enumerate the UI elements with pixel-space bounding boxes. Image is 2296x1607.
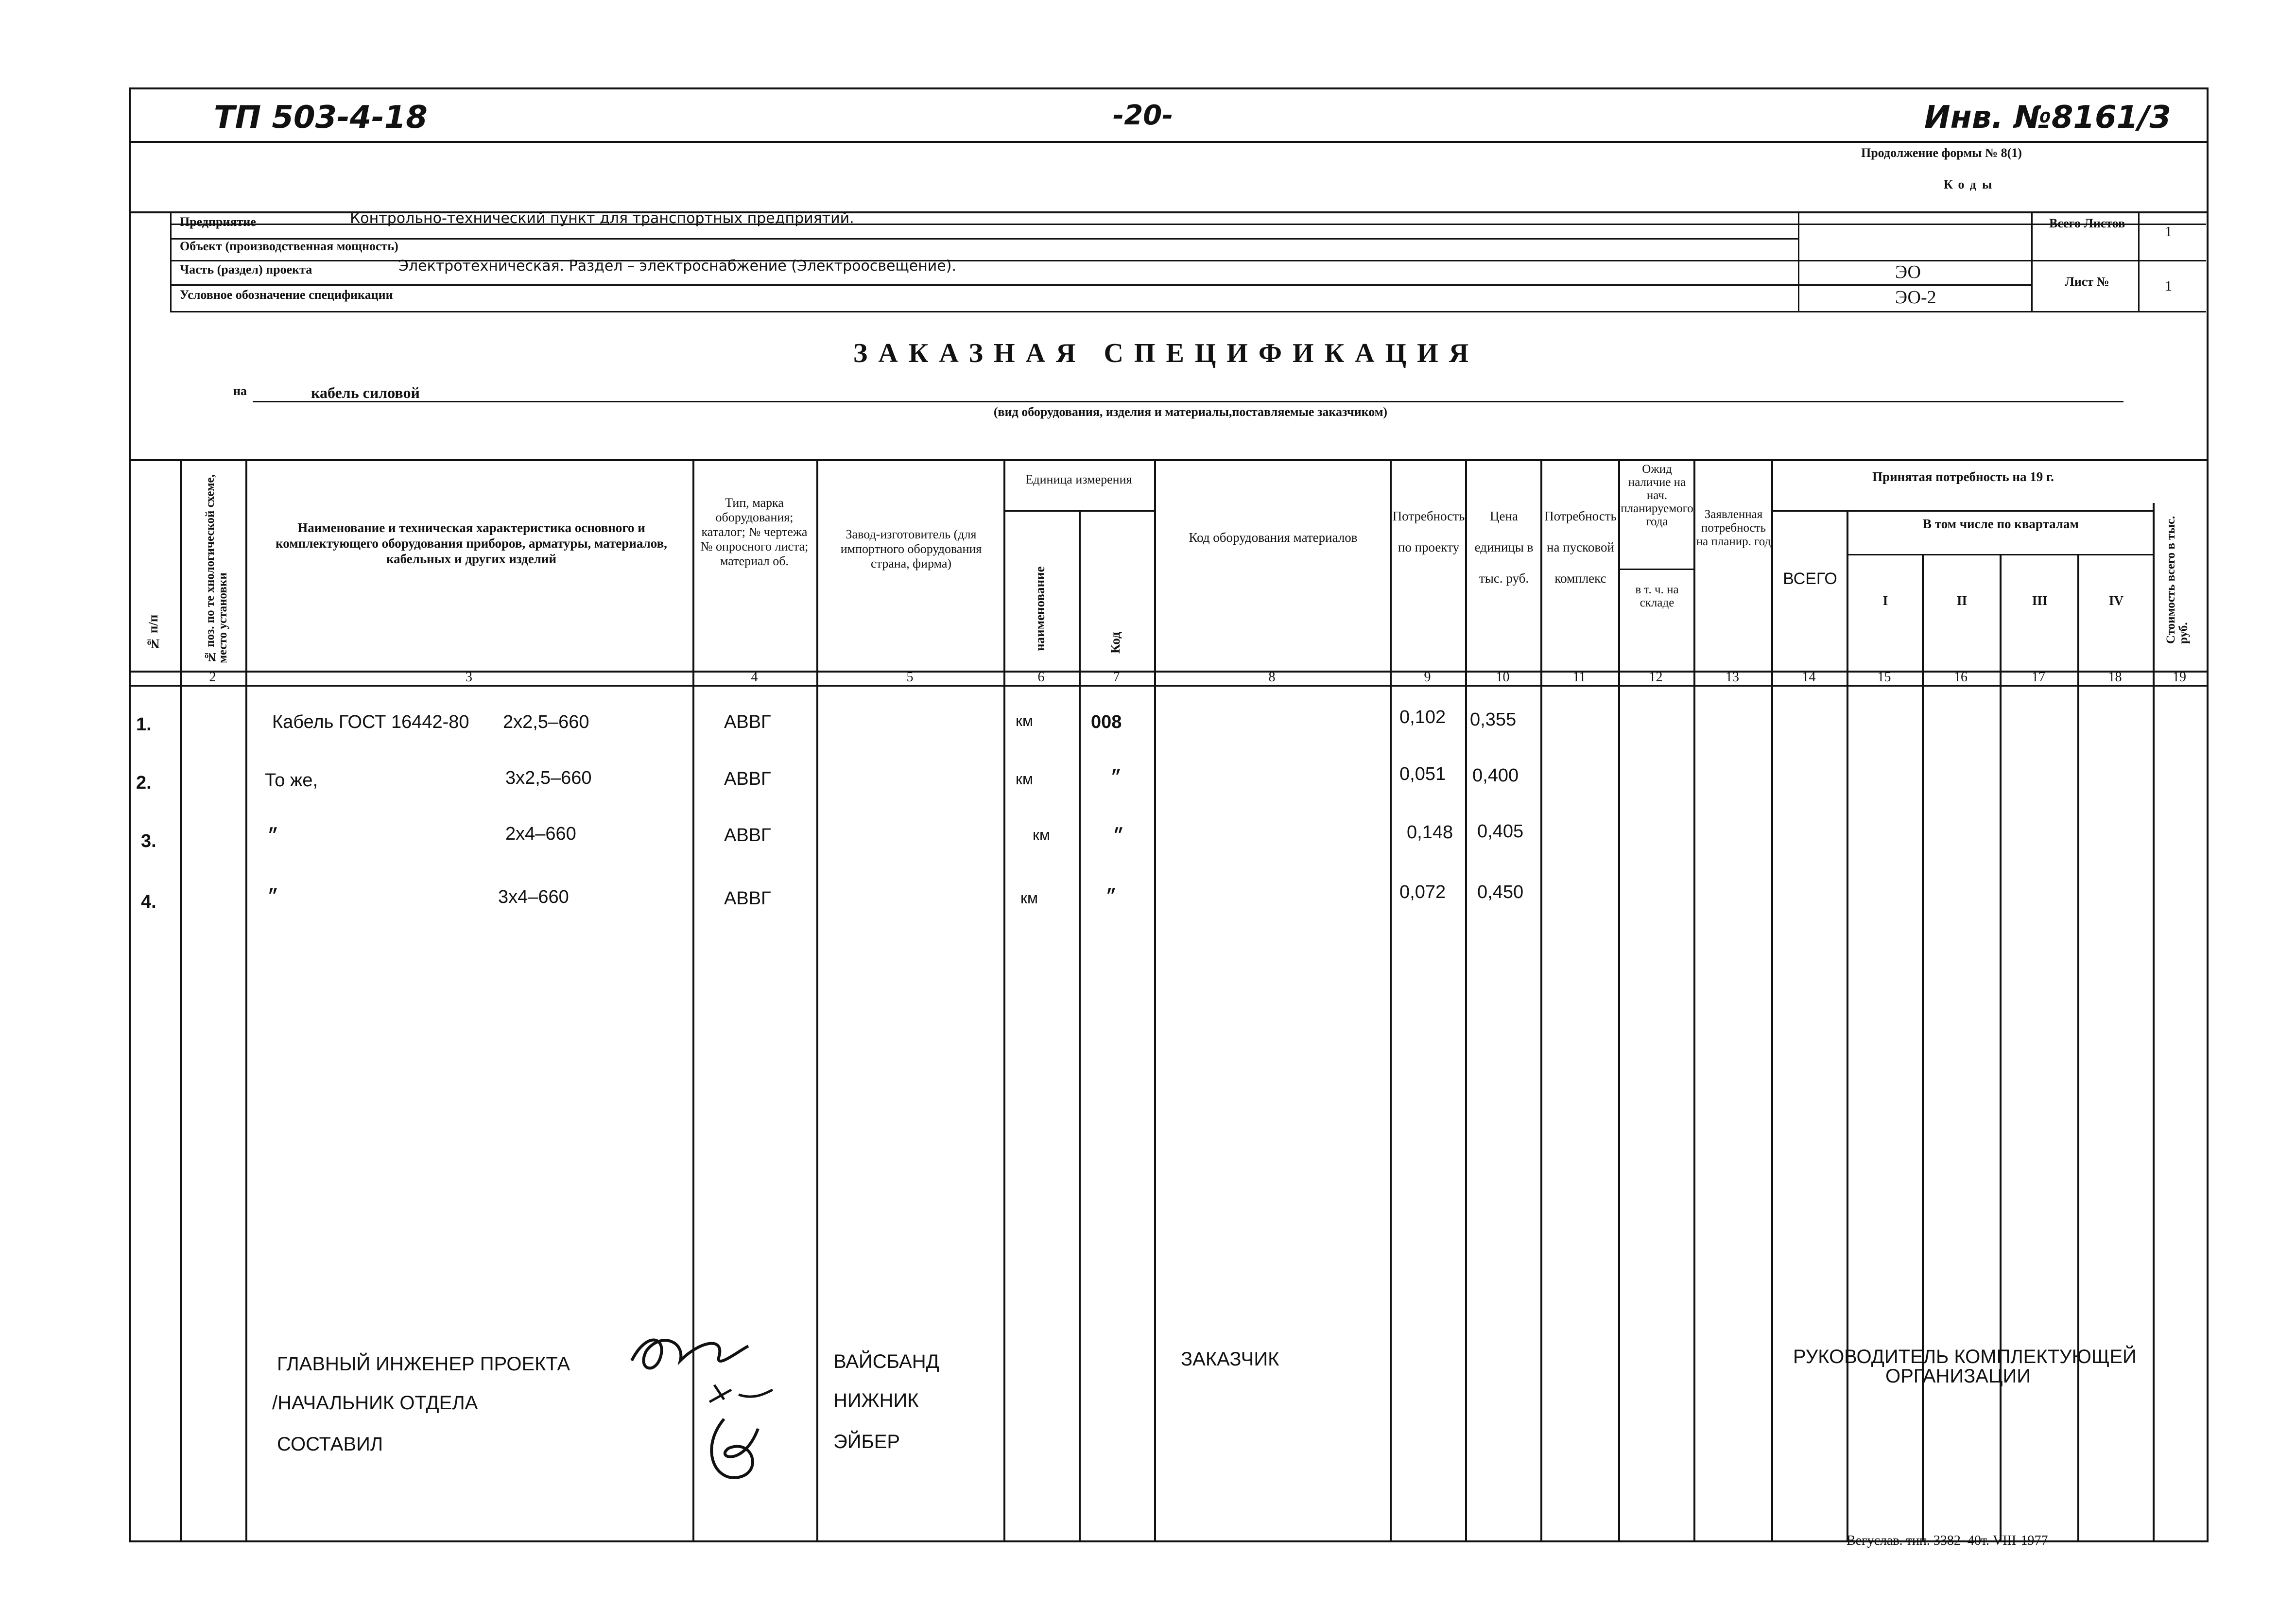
sheet-number-value: 1	[2165, 278, 2172, 294]
col-2-header: № поз. по те хнологической схеме, место установки	[204, 474, 229, 663]
subject-value: кабель силовой	[311, 384, 420, 401]
col-number-2: 2	[209, 670, 216, 685]
col-16-header: II	[1956, 593, 1967, 608]
accepted-group-header: Принятая потребность на 19 г.	[1872, 469, 2054, 484]
item-type: АВВГ	[724, 825, 771, 846]
item-unit-code: ״	[1113, 826, 1124, 847]
col-number-17: 17	[2032, 670, 2045, 685]
sheet-number-label: Лист №	[2065, 275, 2109, 289]
codes-label: Коды	[1944, 177, 1998, 191]
form-continuation: Продолжение формы № 8(1)	[1861, 146, 2022, 160]
col-13-header: Заявленная потребность на планир. год	[1696, 508, 1771, 548]
col-number-15: 15	[1877, 670, 1891, 685]
col-12b-header: в т. ч. на складе	[1635, 583, 1679, 609]
item-name: ״	[267, 887, 279, 907]
spec-designation-label: Условное обозначение спецификации	[180, 288, 393, 302]
item-price: 0,450	[1477, 882, 1524, 902]
col-19-header: Стоимость всего в тыс. руб.	[2164, 516, 2190, 644]
col-5-header: Завод-изготовитель (для импортного оборудования страна, фирма)	[840, 527, 982, 570]
enterprise-label: Предприятие	[180, 215, 256, 229]
col-number-19: 19	[2173, 670, 2186, 685]
total-sheets-label: Всего Листов	[2049, 216, 2125, 230]
subject-caption: (вид оборудования, изделия и материалы,поставляемые заказчиком)	[993, 405, 1388, 419]
print-footer: Вегуслав. тип. 3382–40т. VIII-1977	[1847, 1533, 2048, 1548]
supplier-head-label-line1: РУКОВОДИТЕЛЬ КОМПЛЕКТУЮЩЕЙ	[1793, 1346, 2137, 1367]
col-number-4: 4	[751, 670, 758, 685]
col-10-header: Цена единицы в тыс. руб.	[1474, 509, 1534, 586]
col-17-header: III	[2032, 593, 2048, 608]
item-price: 0,355	[1470, 709, 1517, 730]
dept-head-label: /НАЧАЛЬНИК ОТДЕЛА	[272, 1392, 478, 1414]
col-number-6: 6	[1037, 670, 1045, 685]
col-number-14: 14	[1802, 670, 1816, 685]
col-1-header: № п/п	[146, 614, 160, 651]
col-6-header: наименование	[1033, 566, 1047, 651]
col-7-header: Код	[1108, 632, 1122, 654]
col-number-13: 13	[1726, 670, 1739, 685]
item-size: 3х4–660	[498, 887, 569, 907]
unit-group-header: Единица измерения	[1025, 472, 1132, 486]
col-15-header: I	[1882, 593, 1888, 608]
col-9-header: Потребность по проекту	[1392, 509, 1465, 554]
signer-name-1: ВАЙСБАНД	[833, 1351, 939, 1372]
item-unit: км	[1020, 889, 1038, 907]
item-quantity: 0,102	[1399, 707, 1446, 727]
total-sheets-value: 1	[2165, 224, 2172, 240]
row-number: 3.	[141, 831, 156, 851]
col-3-header: Наименование и техническая характеристика основного и комплектующего оборудования приборов, арматуры, материалов, кабельных и других изделий	[276, 520, 667, 566]
item-unit-code: ״	[1110, 768, 1122, 788]
item-name: ״	[267, 826, 279, 847]
compiled-by-label: СОСТАВИЛ	[277, 1434, 383, 1455]
item-name: Кабель ГОСТ 16442-80	[272, 712, 469, 732]
customer-label: ЗАКАЗЧИК	[1181, 1348, 1279, 1370]
col-8-header: Код оборудования материалов	[1189, 530, 1358, 545]
col-number-9: 9	[1424, 670, 1431, 685]
col-4-header: Тип, марка оборудования; каталог; № чертежа № опросного листа; материал об.	[700, 496, 809, 568]
item-quantity: 0,051	[1399, 764, 1446, 784]
col-number-8: 8	[1268, 670, 1276, 685]
part-value: Электротехническая. Раздел – электроснабжение (Электроосвещение).	[398, 258, 956, 275]
item-size: 2х4–660	[505, 824, 576, 844]
document-title: ЗАКАЗНАЯ СПЕЦИФИКАЦИЯ	[853, 338, 1480, 368]
enterprise-value: Контрольно-технический пункт для транспортных предприятий.	[350, 210, 854, 227]
signer-name-2: НИЖНИК	[833, 1390, 919, 1411]
col-number-16: 16	[1954, 670, 1968, 685]
chief-engineer-label: ГЛАВНЫЙ ИНЖЕНЕР ПРОЕКТА	[277, 1353, 570, 1375]
row-number: 4.	[141, 892, 156, 912]
item-unit-code: 008	[1091, 712, 1122, 732]
item-size: 2х2,5–660	[503, 712, 589, 732]
col-number-7: 7	[1113, 670, 1120, 685]
item-size: 3х2,5–660	[505, 768, 592, 788]
item-price: 0,405	[1477, 821, 1524, 842]
row-number: 2.	[136, 773, 152, 793]
col-number-18: 18	[2108, 670, 2122, 685]
col-11-header: Потребность на пусковой комплекс	[1544, 509, 1617, 586]
quarters-group-header: В том числе по кварталам	[1923, 517, 2079, 531]
handwritten-signatures-icon	[627, 1322, 792, 1497]
doc-code: ТП 503-4-18	[214, 100, 428, 136]
subject-prefix: на	[233, 384, 247, 398]
spec-code: ЭО-2	[1895, 287, 1936, 308]
object-label: Объект (производственная мощность)	[180, 239, 398, 253]
item-unit: км	[1033, 826, 1050, 844]
item-type: АВВГ	[724, 769, 771, 789]
signer-name-3: ЭЙБЕР	[833, 1431, 900, 1452]
part-label: Часть (раздел) проекта	[180, 262, 312, 276]
item-unit-code: ״	[1105, 887, 1117, 907]
item-price: 0,400	[1472, 765, 1519, 786]
col-14-header: ВСЕГО	[1783, 570, 1837, 588]
item-type: АВВГ	[724, 888, 771, 909]
item-quantity: 0,148	[1407, 822, 1453, 843]
item-quantity: 0,072	[1399, 882, 1446, 902]
part-code: ЭО	[1895, 262, 1921, 282]
col-number-3: 3	[466, 670, 472, 685]
item-unit: км	[1016, 770, 1033, 788]
col-number-5: 5	[906, 670, 914, 685]
col-12-header: Ожид наличие на нач. планируемого года	[1621, 463, 1693, 528]
col-number-11: 11	[1572, 670, 1586, 685]
col-number-12: 12	[1649, 670, 1663, 685]
item-unit: км	[1016, 712, 1033, 729]
col-18-header: IV	[2108, 593, 2123, 608]
supplier-head-label-line2: ОРГАНИЗАЦИИ	[1885, 1365, 2031, 1387]
page-number: -20-	[1113, 100, 1174, 131]
inventory-number: Инв. №8161/3	[1924, 100, 2171, 136]
row-number: 1.	[136, 714, 152, 735]
col-number-10: 10	[1496, 670, 1510, 685]
item-name: То же,	[265, 770, 318, 791]
item-type: АВВГ	[724, 712, 771, 732]
